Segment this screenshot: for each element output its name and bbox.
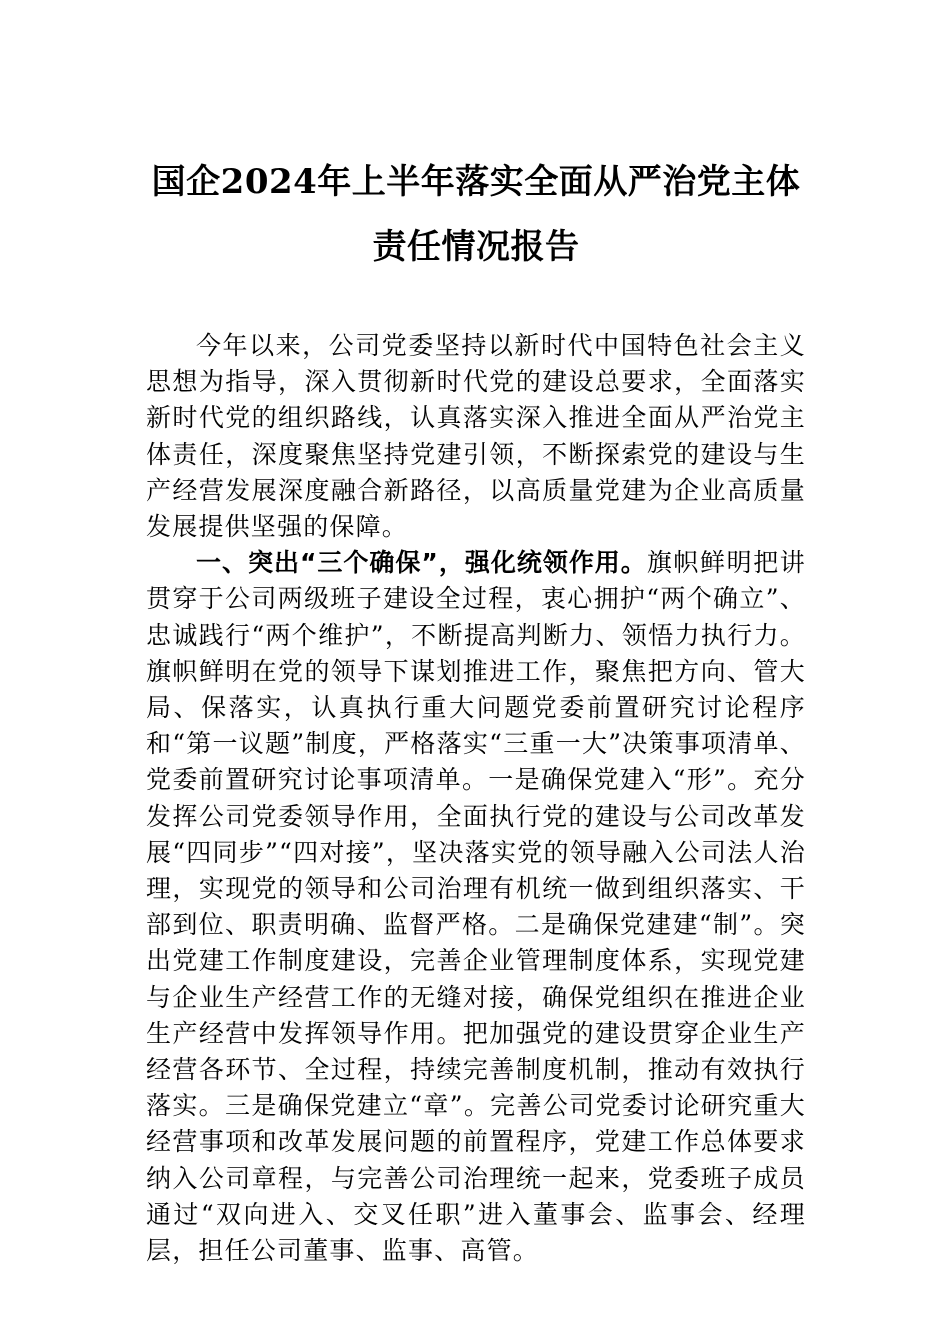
intro-paragraph: 今年以来，公司党委坚持以新时代中国特色社会主义思想为指导，深入贯彻新时代党的建设总要求，全面落实新时代党的组织路线，认真落实深入推进全面从严治党主体责任，深度聚焦坚持党建引领，不断探索党的建设与生产经营发展深度融合新路径，以高质量党建为企业高质量发展提供坚强的保障。 [146,331,806,542]
title-line-1: 国企2024年上半年落实全面从严治党主体 [151,162,801,202]
section-1-heading: 一、突出“三个确保”，强化统领作用。 [196,548,647,578]
document-title [146,150,806,280]
section-1-text: 旗帜鲜明把讲贯穿于公司两级班子建设全过程，衷心拥护“两个确立”、忠诚践行“两个维护”，不断提高判断力、领悟力执行力。旗帜鲜明在党的领导下谋划推进工作，聚焦把方向、管大局、保落实，认真执行重大问题党委前置研究讨论程序和“第一议题”制度，严格落实“三重一大”决策事项清单、党委前置研究讨论事项清单。一是确保党建入“形”。充分发挥公司党委领导作用，全面执行党的建设与公司改革发展“四同步”“四对接”，坚决落实党的领导融入公司法人治理，实现党的领导和公司治理有机统一做到组织落实、干部到位、职责明确、监督严格。二是确保党建建“制”。突出党建工作制度建设，完善企业管理制度体系，实现党建与企业生产经营工作的无缝对接，确保党组织在推进企业生产经营中发挥领导作用。把加强党的建设贯穿企业生产经营各环节、全过程，持续完善制度机制，推动有效执行落实。三是确保党建立“章”。完善公司党委讨论研究重大经营事项和改革发展问题的前置程序，党建工作总体要求纳入公司章程，与完善公司治理统一起来，党委班子成员通过“双向进入、交叉任职”进入董事会、监事会、经理层，担任公司董事、监事、高管。 [146,548,806,1266]
title-line-2: 责任情况报告 [372,227,580,267]
document-page [146,150,806,1269]
section-1-paragraph [146,545,806,1269]
document-body [146,328,806,1269]
